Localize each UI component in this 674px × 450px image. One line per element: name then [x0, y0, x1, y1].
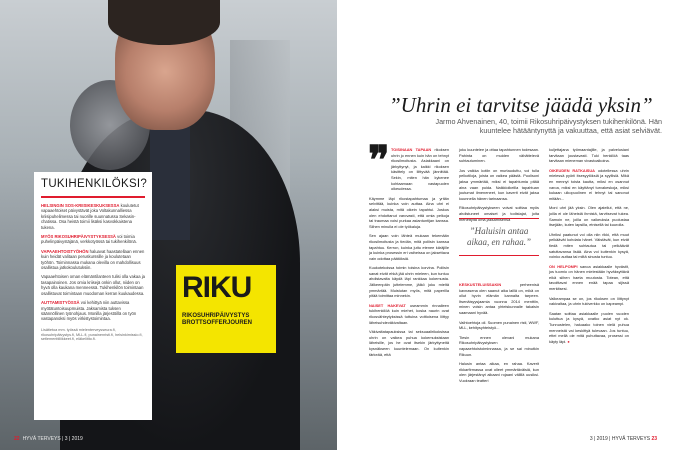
- factbox-rule: [41, 196, 145, 198]
- factbox-footnote: Lisätietoa mm. työssä mielenterveysseura.fi, rikosuhripäivystys.fi, MLL.fi, punainenristi.fi, helsinkimissio.fi, setlementtiliikkeet.fi, eläkeliitto.fi.: [41, 327, 143, 342]
- factbox: [34, 172, 152, 420]
- factbox-lead-3: VAPAAEHTOISTYÖHÖN: [41, 248, 89, 254]
- riku-logo-subtext: RIKOSUHRIPÄIVYSTYS BROTTSOFFERJOUREN: [182, 313, 253, 326]
- paragraph-lead: ON HELPOMPI: [549, 263, 578, 269]
- paragraph-lead: TOISINAAN TAPAAN: [391, 147, 432, 152]
- riku-logo-badge: [176, 265, 276, 353]
- body-paragraph: joku kuuntelee ja ottaa tapahtunnen todesaan. Pahinta on muiden vähättelevä suhtautuminen.: [459, 147, 539, 164]
- factbox-paragraph: [41, 300, 145, 322]
- factbox-paragraph: [41, 234, 145, 245]
- paragraph-text: sanoa asiakkaalle hyvästit, jos tuomio on hänen mielestään hyväksyttävä eikä siihen haeta muutosta. Totean, että tavoittavat ennen enää tapaa sijissä merkitsesi.: [549, 263, 629, 292]
- end-mark-icon: ●: [567, 338, 570, 344]
- paragraph-text: rikoksen uhrin jo ennen kuin hän on tehnyt rikosilmoitusta. Asiakkaani on järkyttynyt, ja kaikki rikoksen käsittely on liittyvää jännittää. Sekin, miten hän kykenee kohtaamaan vastapuolen oikeudessa.: [391, 147, 449, 192]
- article-column-2: [459, 147, 539, 226]
- riku-logo-text: RIKU: [182, 271, 252, 304]
- paragraph-lead: NAISET HAKEVAT: [369, 302, 406, 308]
- body-paragraph: Jos vaikka kotiin on murtauduttu, voi tulla pelkotiloja, joista on vaikea päästä. Puolisoni jaksa ymmärtää, miksi ei tapahtumia pitää aina vaan puida. Naikkioikeilla tapahtuan joutumat ilmeneneet, kun kaverit eivät jaksa kuunnella hänen tarinaansa.: [459, 167, 539, 201]
- body-paragraph: Kuukotekoissa toimin toisina korvina. Poliisin sanat eivät ehkä jää uhrin mieleen, kun tuntuu ahdistavalta käydä läpi rankkaa kokemusta. Jälkeenpäin juttelemme, jäikö joku mieltä ymmärtää. Muistutan myös, mitä paperilla pitää toimittaa minnekin.: [369, 265, 449, 299]
- factbox-text-5: voi kehittyä niin auttavissa myötätuntoisuupmuista. Jaksamista tuksen säännöllinen työnohjaus. Monilla järjestöillä on työn vastapanoksi myös virkistystoimintaa.: [41, 300, 137, 322]
- factbox-lead-2: MYÖS RIKOSUHRIPÄIVYSTYKSESSÄ: [41, 234, 116, 240]
- body-paragraph: Valkeampaa se on, jos rikoksen on liittynyt vakivaltaa, ja uhrin tukiverkko on kapeampi.: [549, 295, 629, 307]
- paragraph-text: useammin rinnalleen tukihenkilöä kuin miehet, koska naurin ovat rikosvähteytyksissä tuttuina voittoisena liittyy läheisuhdeväkivaltaan.: [369, 302, 449, 325]
- article-dek: Jarmo Ahvenainen, 40, toimii Rikosuhripäivystyksen tukihenkilönä. Hän kuuntelee hätääntynyttä ja vakuuttaa, että asiat selviävät.: [435, 117, 662, 135]
- paragraph-lead: KESKUSTELUISSAKIN: [459, 282, 502, 287]
- body-paragraph: Uhriksi paatunut voi olla niin rikki, että muut pelkäävät kohdata hänet. Väistävät, kun eivät tiedä miten suhtautua tai pelkäävät satuttavansa lisää. Aina voi kuitenkin kysyä, voinko auttaa tai miltä sinusta tuntuu.: [549, 231, 629, 260]
- folio-left: [14, 436, 83, 442]
- factbox-paragraph: Vapaaehtoisen oman elämäntilanteen tulisi olla vakaa ja tasapainoinen. Jos omia kriisejä onkin ollut, niiden on hyvä olla kaukana menneessä. Tukihenkilön toimintaan osallistuvat toimintaan muodoman kerran kuukaudessa.: [41, 274, 145, 296]
- body-paragraph: [549, 168, 629, 202]
- body-paragraph: [549, 311, 629, 345]
- paragraph-text: odotellessa uhrin mielessä pyörii itsesyytöksiä ja syyllisiä. Mikä en mennyt toista kautta, miksi en osannut varoa, miksi en käyttänyt turvakeskoja, miksi kukaan ulkopuolinen ei tehnyt tai sanonut mitään...: [549, 167, 629, 201]
- quote-mark-icon: ❞: [368, 138, 390, 183]
- body-paragraph: Halusin antaa aikaa, en rahaa. Kaverit rikkarfirmassa ovat olleet ymmärtäväisiä, kun olen järjestänyt aikaani rojaani välillä uusiksi. Vuokraan teatteri: [459, 361, 539, 383]
- body-paragraph: Väkivaltatapauksissa tai seksuaalirikoksissa uhrin on vaikea puhua kokemuksistaan läheisille, jos he ovat itsekin järkyttyneitä kysnäkseen kuuntelemaan. On kuitenkin tärkeää, että: [369, 329, 449, 357]
- factbox-text-2: voi toimia puhelinpäivystäjänä, verkkotyössä tai tukihenkilönä.: [41, 234, 137, 245]
- body-paragraph: Vaihtoehtoja oli. Suomen punainen risti, WWF, MLL, kehitysyhteistyö...: [459, 319, 539, 331]
- body-paragraph: Käymme läpi rikostapahtumaa ja yritän selvittää, kuinka voin auttaa. Aina uhri ei alaksi muista, mitä oikein tapahtui. Joskus olen ehdottanut varovasti, että omia pelkoja tai traumaa voisi purkaa asiantuntijan kanssa. Siihen minulla ei ole työkaluja.: [369, 195, 449, 229]
- body-paragraph: [368, 138, 449, 192]
- body-paragraph: Tiesin ennen olevani mukana Rikosuhripäivystyksen vapaaehtoistoiminnassa, ja se sai minutkin Rikuun.: [459, 334, 539, 357]
- article-headline: ”Uhrin ei tarvitse jäädä yksin”: [389, 93, 653, 117]
- factbox-lead-5: AUTTAMISTYÖSSÄ: [41, 300, 80, 306]
- factbox-paragraph: [41, 203, 145, 230]
- body-paragraph: [549, 264, 629, 292]
- body-paragraph: [459, 282, 539, 316]
- factbox-lead-1: HELSINGIN SOS-KRIISIKESKUKSESSA: [41, 203, 120, 208]
- pull-quote: ”Haluisin antaa aikaa, en rahaa.”: [459, 218, 539, 256]
- paragraph-text: perheenisä kavnasena olen saanut aika laillä on, mikä on ollut hyvin elämän kannalta tarpeen. Itsenäisyysjaamia vuonna 2014 menttiin, minen voisin antaa yhteiskunnalle takaisin saamaani hyvää.: [459, 282, 539, 315]
- article-column-1: [368, 138, 449, 361]
- right-page: [337, 0, 674, 450]
- folio-right-text: 3 | 2019 | HYVÄ TERVEYS: [589, 436, 651, 442]
- body-paragraph: Rikosuhripäivystykseen voivat soittaa myös ahdistuneet omaiset ja todistajat, joita menettyitä oma jaksamisensa: [459, 205, 539, 222]
- person-hair: [108, 0, 220, 45]
- article-column-2-lower: [459, 282, 539, 388]
- paragraph-text: Saatan soittaa asiakkaalle puolen vuoden kuluttua ja kysyä, ovatko asiat nyt ok. Tunnustelen, haluaako toinen vielä puhua menneistä vai keskittyä tulevaan. Jos tuntuu, ettei mellä ole mitä puhuttavaa, prosessi on käyty läpi.: [549, 310, 629, 344]
- factbox-text-3: haluavat haastatellaan ennen kuin heidät valitaan peruskurssille ja koulutetaan työhön. Toiminnassa mukana olevilla on mahdollisuus osallistua jatkokoulutuksiin.: [41, 248, 145, 271]
- article-column-3: [549, 147, 629, 348]
- page-number-right: 23: [651, 436, 657, 442]
- folio-left-text: HYVÄ TERVEYS | 3 | 2019: [22, 436, 83, 442]
- body-paragraph: kuljettajana työmaantajille, ja palvelusiani tarvitaan joustavasti. Tuki henkilöä taas tarvitaan mieneman vivastoaikoina.: [549, 147, 629, 164]
- page-number-left: 22: [14, 436, 20, 442]
- factbox-paragraph: [41, 249, 145, 271]
- body-paragraph: [369, 303, 449, 325]
- paragraph-lead: OIKEUDEN RATKAISUA: [549, 167, 595, 173]
- body-paragraph: Moni uhri jää yksin. Olen ajatellut, että ne, joilla ei ole läheistä ihmistä, tarvitsevat tukea. Samoin ne, joilla on vaikeuksia puolustaa itsejään, kuten lapsilla, etnisellä tai kuurolla.: [549, 205, 629, 228]
- factbox-text-1: koulutetut vapaaehtoiset päivystävät joka Voltakunnalliessa kriisipuhelimessa tai nuorille suunnatussa Sekasin-chatissa. Osa heistä toimii lisäksi kasvokkaistena tukena.: [41, 203, 139, 230]
- person-scarf: [150, 120, 190, 240]
- folio-right: [590, 436, 660, 442]
- factbox-title: TUKIHENKILÖKSI?: [41, 178, 148, 190]
- body-paragraph: Sen ajaan voin lähteä mukaan tekemään rikosilmoitusta ja tiedän, mitä poliisin kanssa tapahtuu. Kerron, kuinka juttu etenee käräjille ja kuinka prosessin eri vaiheissa on jaksettava vain odottaa päätöksiä.: [369, 233, 449, 261]
